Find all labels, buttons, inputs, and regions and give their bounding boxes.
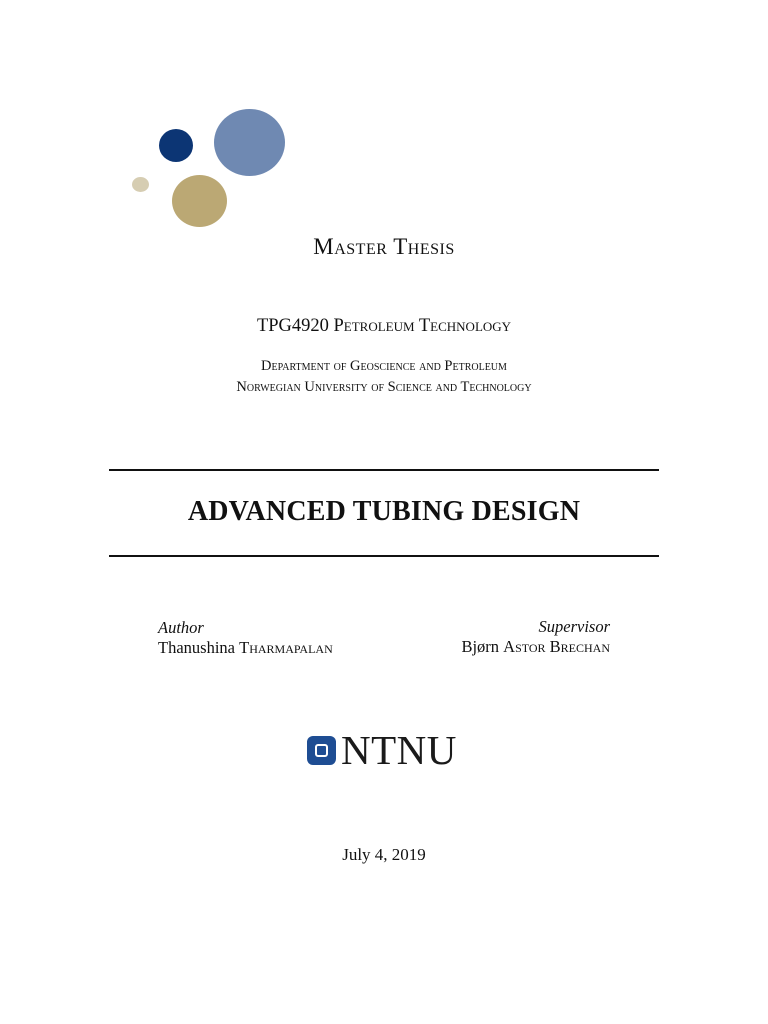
course-name: TPG4920 Petroleum Technology <box>256 316 512 336</box>
supervisor-block <box>461 617 610 657</box>
title-rule-bottom <box>109 555 659 557</box>
ntnu-logo <box>307 728 457 772</box>
thesis-type: Master Thesis <box>313 234 455 259</box>
department: Department of Geoscience and Petroleum <box>261 358 507 374</box>
thesis-title: ADVANCED TUBING DESIGN <box>187 496 581 527</box>
title-rule-top <box>109 469 659 471</box>
author-last-name: Tharmapalan <box>239 638 333 657</box>
supervisor-name <box>461 637 610 657</box>
decorative-circle-sand <box>132 177 149 192</box>
author-label: Author <box>158 618 204 637</box>
logo-text: NTNU <box>341 727 457 773</box>
decorative-circle-navy <box>159 129 193 162</box>
author-first-name: Thanushina <box>158 638 235 657</box>
decorative-circle-blue <box>214 109 285 176</box>
submission-date: July 4, 2019 <box>342 845 426 864</box>
ntnu-logo-icon <box>307 736 336 765</box>
author-block <box>158 618 333 658</box>
supervisor-first-name: Bjørn <box>461 637 500 656</box>
university: Norwegian University of Science and Technology <box>236 379 532 395</box>
author-name <box>158 638 333 658</box>
supervisor-label: Supervisor <box>538 617 610 636</box>
supervisor-last-name: Astor Brechan <box>503 637 610 656</box>
decorative-circle-gold <box>172 175 227 227</box>
